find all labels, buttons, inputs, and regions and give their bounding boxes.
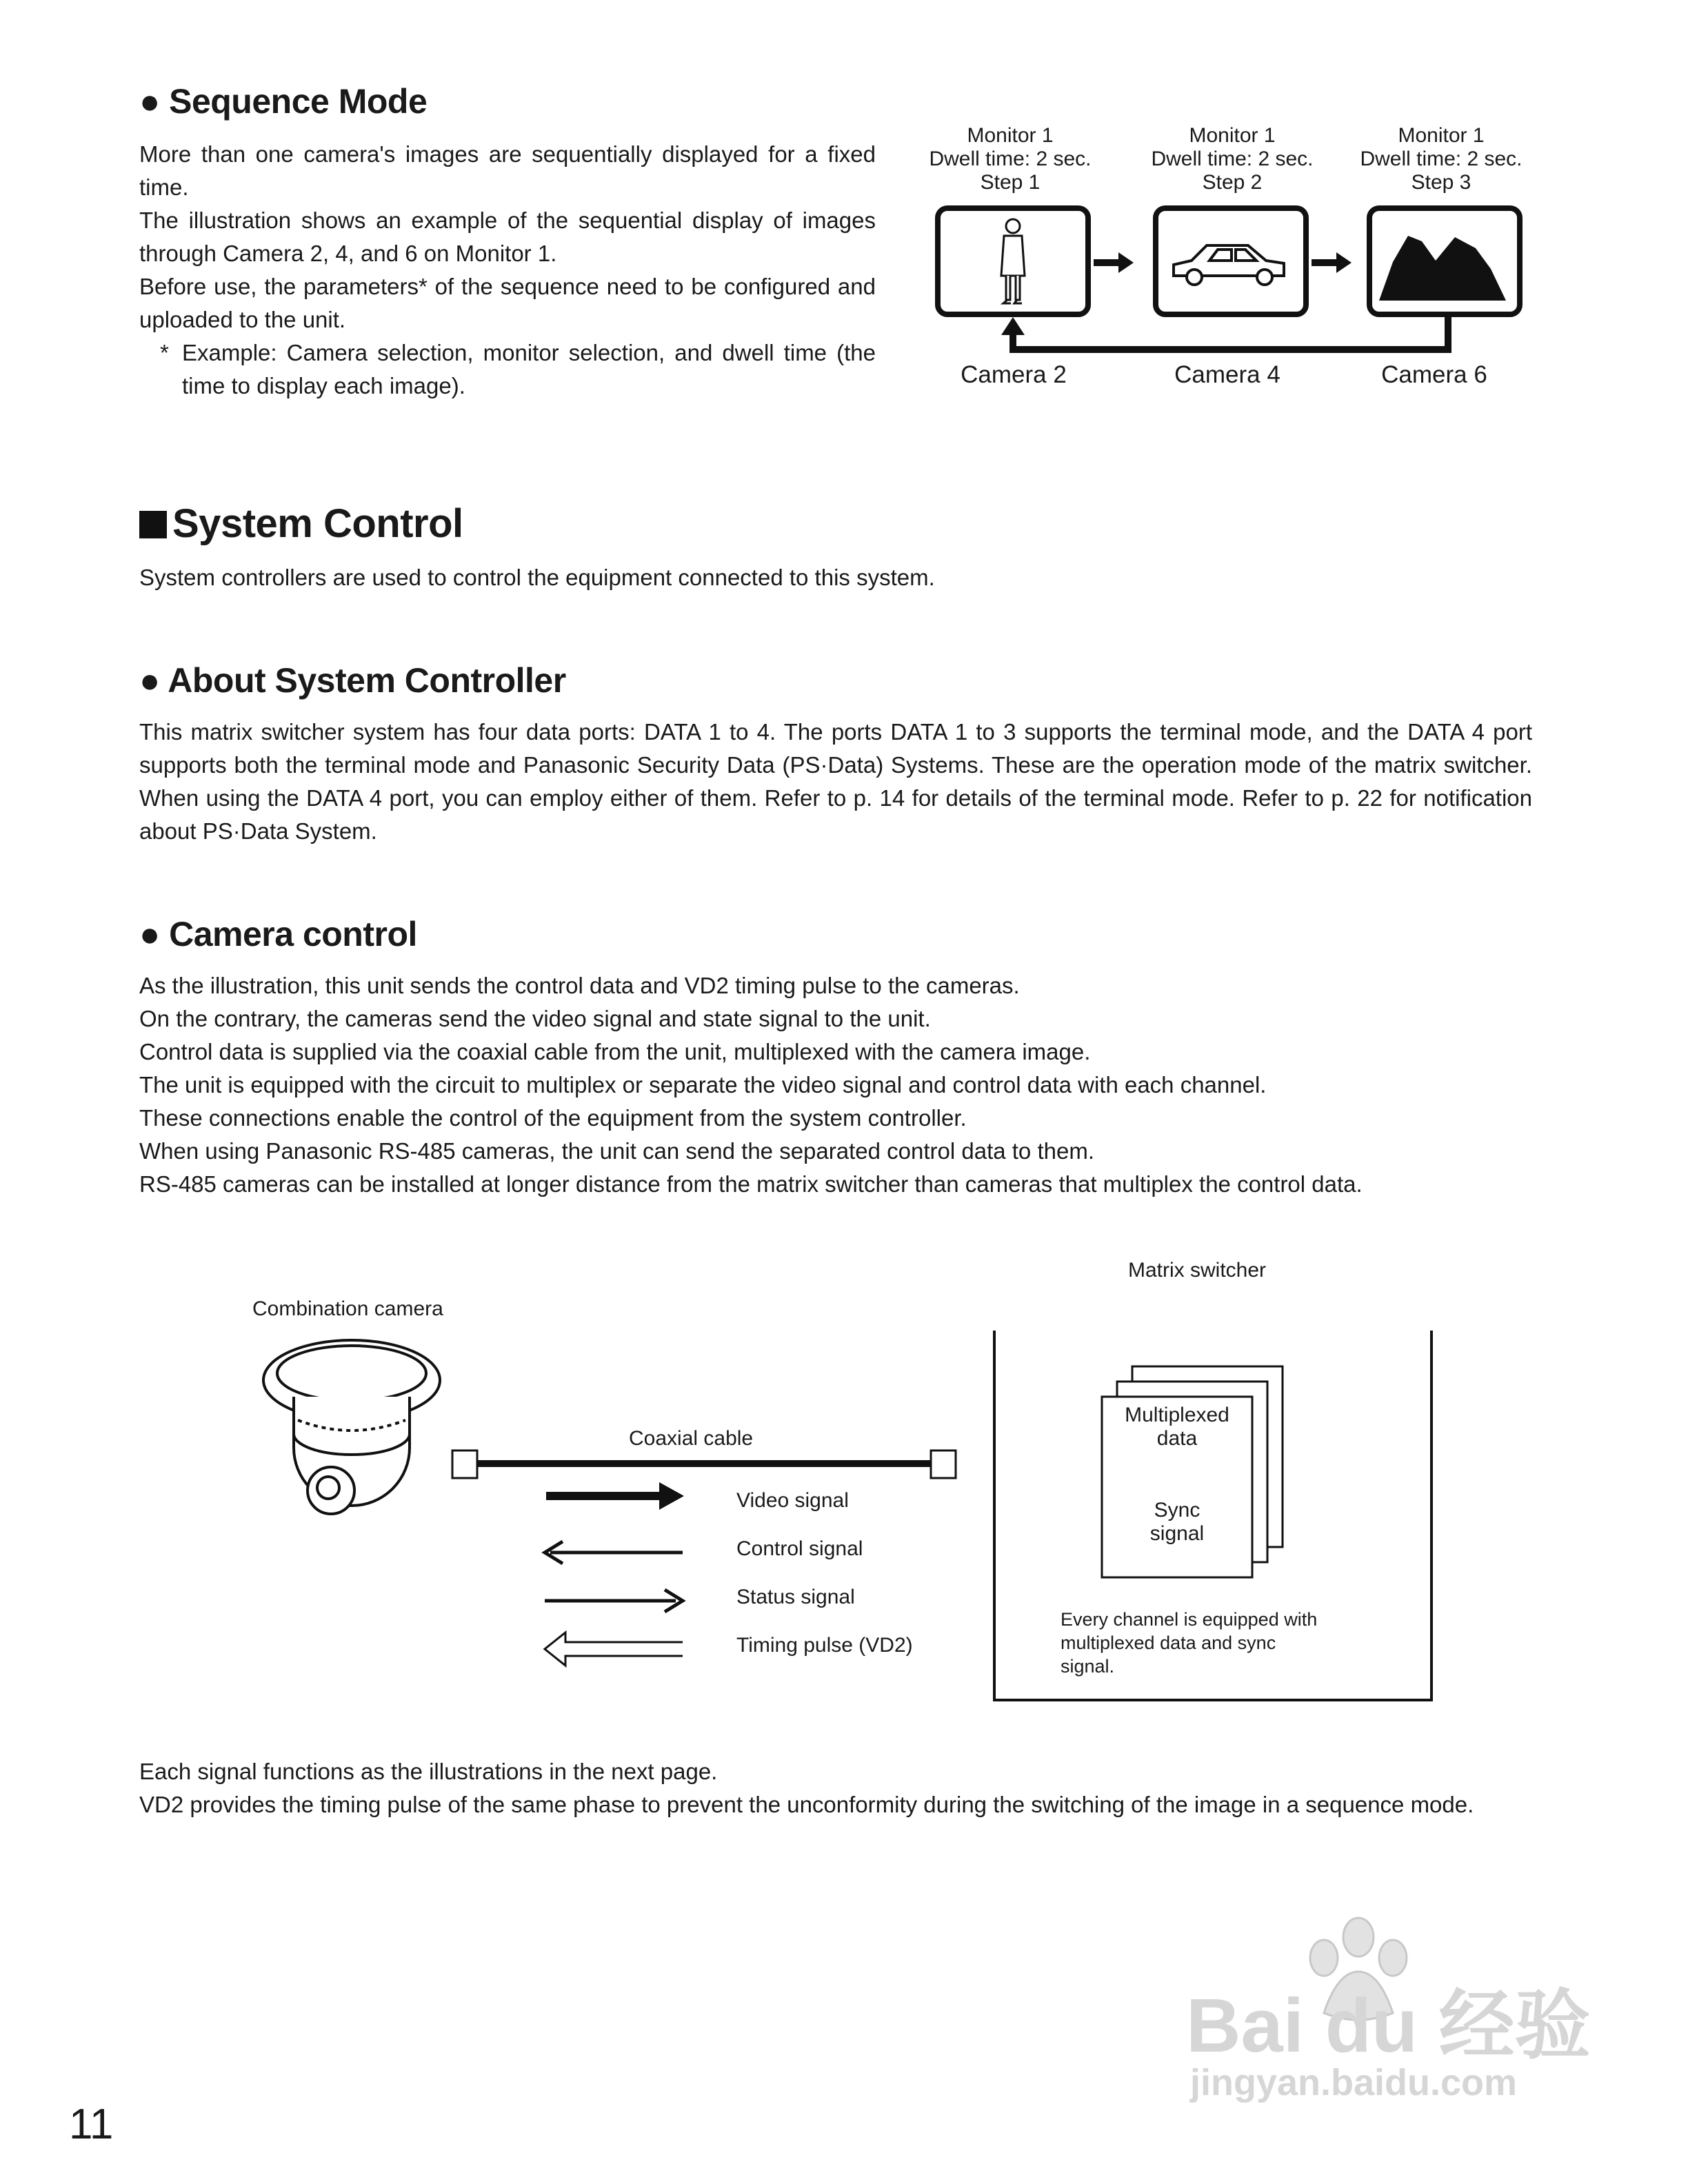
camera-control-text (139, 969, 1546, 1201)
arrow-right-icon (1094, 252, 1134, 273)
coaxial-cable-label: Coaxial cable (629, 1427, 754, 1450)
closing-text (139, 1755, 1546, 1821)
camera-2-label: Camera 2 (961, 361, 1067, 388)
paragraph: Before use, the parameters* of the sequence need to be configured and uploaded to the unit. (139, 274, 876, 332)
about-controller-heading: ● About System Controller (139, 661, 566, 700)
control-signal-arrow-icon (545, 1541, 683, 1564)
text-line: RS-485 cameras can be installed at longer distance from the matrix switcher than cameras that multiplex the control data. (139, 1171, 1363, 1197)
system-control-text: System controllers are used to control the equipment connected to this system. (139, 565, 935, 590)
timing-pulse-arrow-icon (545, 1632, 683, 1666)
text-line: The unit is equipped with the circuit to multiplex or separate the video signal and control data with each channel. (139, 1072, 1267, 1098)
status-signal-arrow-icon (545, 1590, 683, 1612)
camera-6-label: Camera 6 (1381, 361, 1487, 388)
return-arrow-icon (1001, 314, 1451, 353)
text-line: These connections enable the control of the equipment from the system controller. (139, 1105, 967, 1131)
text-line: Control data is supplied via the coaxial cable from the unit, multiplexed with the camera image. (139, 1039, 1091, 1064)
coaxial-cable (452, 1450, 956, 1478)
paragraph: The illustration shows an example of the sequential display of images through Camera 2, 4, and 6 on Monitor 1. (139, 208, 876, 266)
footnote: * Example: Camera selection, monitor selection, and dwell time (the time to display each image). (160, 340, 876, 398)
video-signal-arrow-icon (546, 1482, 684, 1510)
sequence-diagram (924, 200, 1545, 365)
paragraph: More than one camera's images are sequentially displayed for a fixed time. (139, 141, 876, 200)
text-line: When using Panasonic RS-485 cameras, the unit can send the separated control data to them. (139, 1138, 1094, 1164)
matrix-switcher-label: Matrix switcher (1128, 1259, 1267, 1282)
timing-pulse-label: Timing pulse (VD2) (736, 1634, 913, 1657)
bullet-icon: ● (139, 915, 160, 953)
card-text: Multiplexed data Sync signal (1125, 1404, 1229, 1545)
bullet-icon: ● (139, 82, 160, 121)
text-line: Each signal functions as the illustrations in the next page. (139, 1759, 718, 1784)
dome-camera-icon (263, 1340, 440, 1514)
step-2-label: Monitor 1 Dwell time: 2 sec. Step 2 (1151, 124, 1314, 194)
square-bullet-icon (139, 511, 167, 538)
control-signal-label: Control signal (736, 1537, 863, 1560)
status-signal-label: Status signal (736, 1586, 855, 1608)
text-line: On the contrary, the cameras send the video signal and state signal to the unit. (139, 1006, 931, 1031)
text-line: As the illustration, this unit sends the control data and VD2 timing pulse to the cameras. (139, 973, 1020, 998)
camera-control-heading: ● Camera control (139, 915, 417, 953)
step-3-label: Monitor 1 Dwell time: 2 sec. Step 3 (1360, 124, 1523, 194)
about-controller-text: This matrix switcher system has four data ports: DATA 1 to 4. The ports DATA 1 to 3 supports the terminal mode, and the DATA 4 port supports both the terminal mode and Panasonic Security Data (PS·Data) Systems. These are the operation mode of the matrix switcher. When using the DATA 4 port, you can employ either of them. Refer to p. 14 for details of the terminal mode. Refer to p. 22 for notification about PS·Data System. (139, 719, 1532, 844)
text-line: VD2 provides the timing pulse of the same phase to prevent the unconformity during the switching of the image in a sequence mode. (139, 1792, 1474, 1817)
sequence-mode-text (139, 138, 876, 403)
step-1-label: Monitor 1 Dwell time: 2 sec. Step 1 (929, 124, 1092, 194)
bullet-icon: ● (139, 661, 160, 700)
system-control-heading: System Control (139, 501, 463, 547)
camera-4-label: Camera 4 (1174, 361, 1280, 388)
watermark-brand: Bai du 经验 (1186, 1983, 1591, 2068)
page-number: 11 (69, 2101, 114, 2148)
video-signal-label: Video signal (736, 1489, 849, 1512)
switcher-note: Every channel is equipped with multiplexed data and sync signal. (1061, 1609, 1318, 1677)
combination-camera-label: Combination camera (252, 1297, 443, 1320)
watermark-url: jingyan.baidu.com (1190, 2062, 1518, 2103)
sequence-mode-heading: ● Sequence Mode (139, 82, 428, 121)
arrow-right-icon (1312, 252, 1352, 273)
